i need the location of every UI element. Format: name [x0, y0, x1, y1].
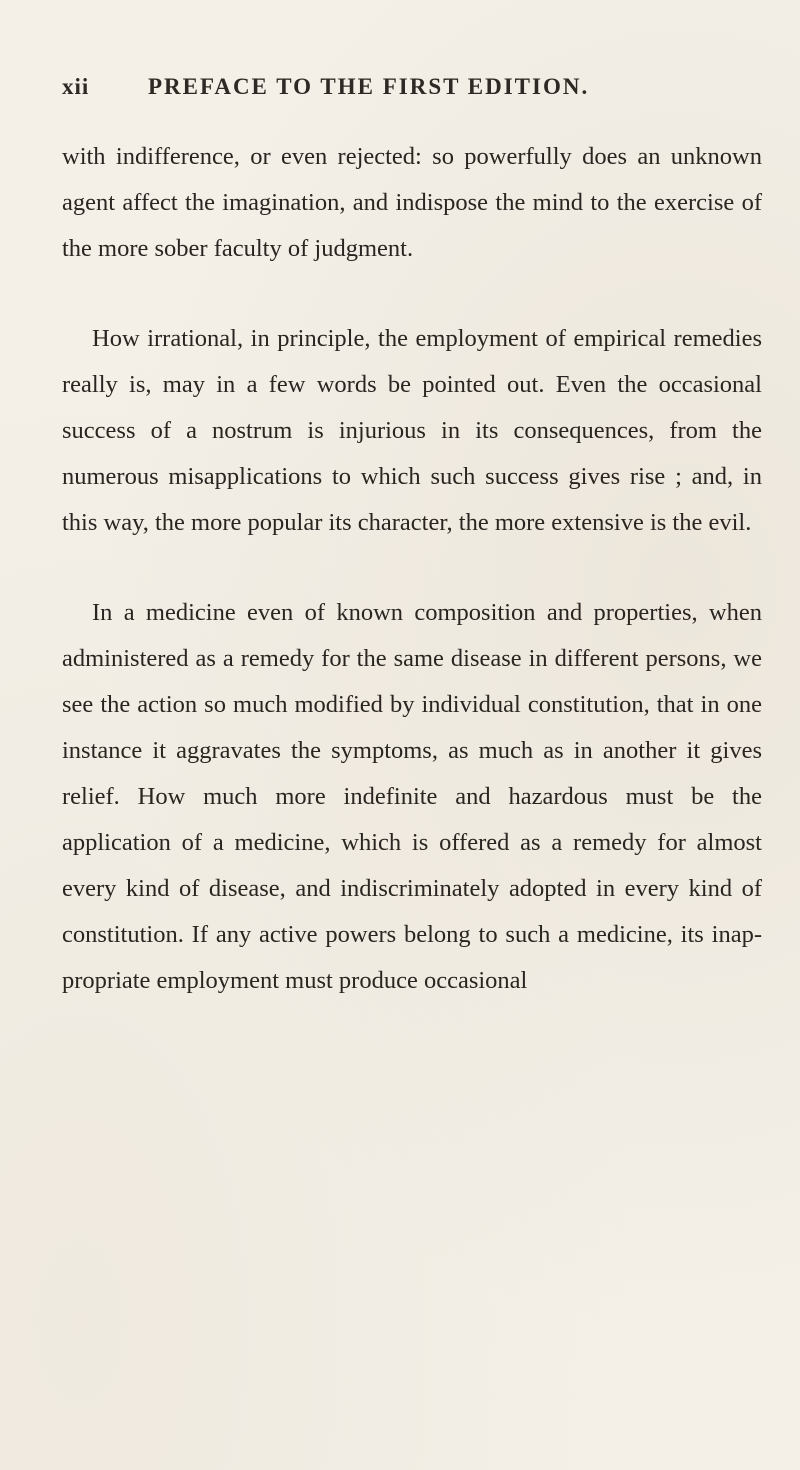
- paragraph-empirical-remedies: How irrational, in principle, the employment of empirical remedies really is, may in a few words be pointed out. Even the occasional success of a nostrum is injurious in its consequences, from the numerous misapplications to which such success gives rise ; and, in this way, the more popular its character, the more extensive is the evil.: [62, 325, 762, 536]
- page-header: [62, 74, 762, 114]
- paragraph-known-composition: In a medicine even of known composition and properties, when administered as a remedy for the same disease in different persons, we see the action so much modified by individual constitution, that in one instance it aggravates the symptoms, as much as in another it gives relief. How much more indefinite and hazardous must be the application of a medicine, which is offered as a remedy for almost every kind of disease, and indiscriminately adopted in every kind of constitution. If any active powers belong to such a medicine, its inap- propriate employment must produce occasional: [62, 599, 762, 994]
- running-head: PREFACE TO THE FIRST EDITION.: [148, 74, 590, 99]
- body-text: [62, 134, 762, 1004]
- page-number: xii: [62, 74, 90, 99]
- paragraph-continuation: with indifference, or even rejected: so powerfully does an unknown agent affect the imagination, and indispose the mind to the exercise of the more sober faculty of judgment.: [62, 143, 762, 262]
